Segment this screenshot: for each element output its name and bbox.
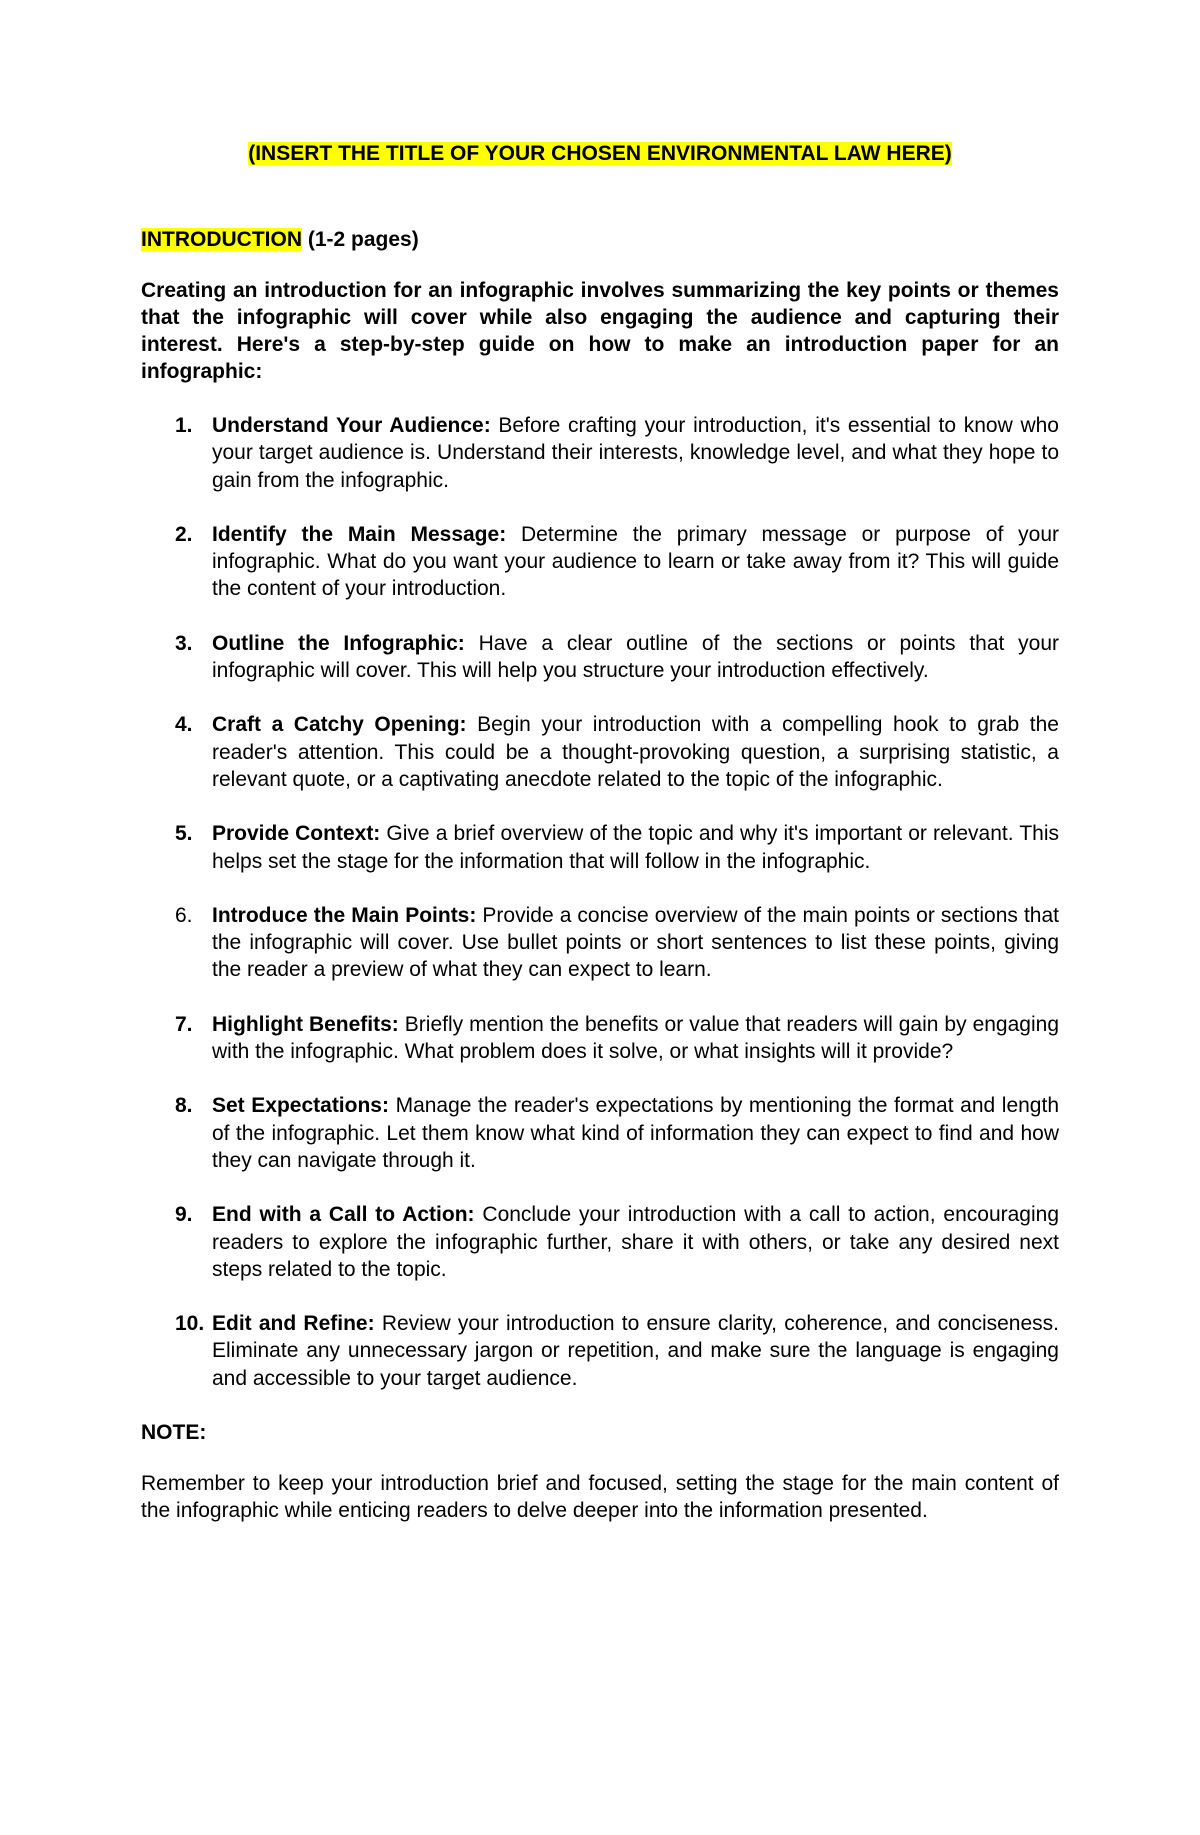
- step-text: Give a brief overview of the topic and why it's important or relevant. This helps set the stage for the information that will follow in the infographic.: [212, 822, 1059, 873]
- section-heading-label: INTRODUCTION: [141, 228, 302, 251]
- step-number: 5.: [175, 822, 193, 846]
- step-number: 3.: [175, 631, 193, 655]
- step-term: Outline the Infographic:: [212, 631, 465, 655]
- document-title: (INSERT THE TITLE OF YOUR CHOSEN ENVIRONMENTAL LAW HERE): [248, 142, 952, 165]
- step-text: Briefly mention the benefits or value that readers will gain by engaging with the infographic. What problem does it solve, or what insights will it provide?: [212, 1012, 1059, 1064]
- note-heading: NOTE:: [141, 1421, 207, 1445]
- step-term: Highlight Benefits:: [212, 1012, 399, 1036]
- step-item: [141, 1201, 1059, 1283]
- step-item: [141, 820, 1059, 875]
- step-text: Before crafting your introduction, it's essential to know who your target audience is. Understand their interests, knowledge level, and what they hope to gain from the infographic.: [212, 414, 1059, 492]
- step-item: [141, 711, 1059, 793]
- step-item: [141, 902, 1059, 984]
- step-term: Craft a Catchy Opening:: [212, 713, 467, 737]
- step-item: [141, 630, 1059, 685]
- section-page-range: (1-2 pages): [302, 228, 419, 251]
- step-text: Have a clear outline of the sections or points that your infographic will cover. This will help you structure your introduction effectively.: [212, 631, 1059, 683]
- step-text: Conclude your introduction with a call to action, encouraging readers to explore the infographic further, share it with others, or take any desired next steps related to the topic.: [212, 1203, 1059, 1281]
- step-number: 6.: [175, 903, 193, 927]
- step-item: [141, 1310, 1059, 1392]
- steps-list: [141, 412, 1059, 1392]
- step-text: Review your introduction to ensure clarity, coherence, and conciseness. Eliminate any unnecessary jargon or repetition, and make sure the language is engaging and accessible to your target audience.: [212, 1312, 1059, 1390]
- step-number: 2.: [175, 522, 193, 546]
- step-number: 7.: [175, 1012, 193, 1036]
- step-term: Introduce the Main Points:: [212, 903, 477, 927]
- step-item: [141, 1011, 1059, 1066]
- step-item: [141, 521, 1059, 603]
- step-term: Understand Your Audience:: [212, 414, 491, 437]
- step-term: Edit and Refine:: [212, 1312, 375, 1336]
- section-heading: [141, 226, 1059, 254]
- step-number: 8.: [175, 1094, 193, 1118]
- step-number: 4.: [175, 713, 193, 737]
- step-text: Manage the reader's expectations by mentioning the format and length of the infographic. Let them know what kind of information they can expect to find and how they can navigate through it.: [212, 1094, 1059, 1172]
- step-text: Provide a concise overview of the main points or sections that the infographic will cover. Use bullet points or short sentences to list these points, giving the reader a preview of what they can expect to learn.: [212, 903, 1060, 982]
- lead-paragraph: Creating an introduction for an infographic involves summarizing the key points or themes that the infographic will cover while also engaging the audience and capturing their interest. Here's a step-by-step guide on how to make an introduction paper for an infographic:: [141, 279, 1059, 383]
- step-item: [141, 1092, 1059, 1174]
- step-text: Begin your introduction with a compelling hook to grab the reader's attention. This could be a thought-provoking question, a surprising statistic, a relevant quote, or a captivating anecdote related to the topic of the infographic.: [212, 713, 1059, 791]
- step-term: Set Expectations:: [212, 1094, 389, 1118]
- step-number: 9.: [175, 1203, 193, 1227]
- title-block: [141, 140, 1059, 168]
- note-paragraph: Remember to keep your introduction brief and focused, setting the stage for the main content of the infographic while enticing readers to delve deeper into the information presented.: [141, 1472, 1059, 1523]
- step-term: Provide Context:: [212, 822, 381, 846]
- step-number: 10.: [175, 1312, 205, 1336]
- step-term: Identify the Main Message:: [212, 522, 507, 546]
- step-item: [141, 412, 1059, 494]
- step-text: Determine the primary message or purpose of your infographic. What do you want your audience to learn or take away from it? This will guide the content of your introduction.: [212, 522, 1059, 601]
- step-term: End with a Call to Action:: [212, 1203, 475, 1227]
- step-number: 1.: [175, 414, 193, 437]
